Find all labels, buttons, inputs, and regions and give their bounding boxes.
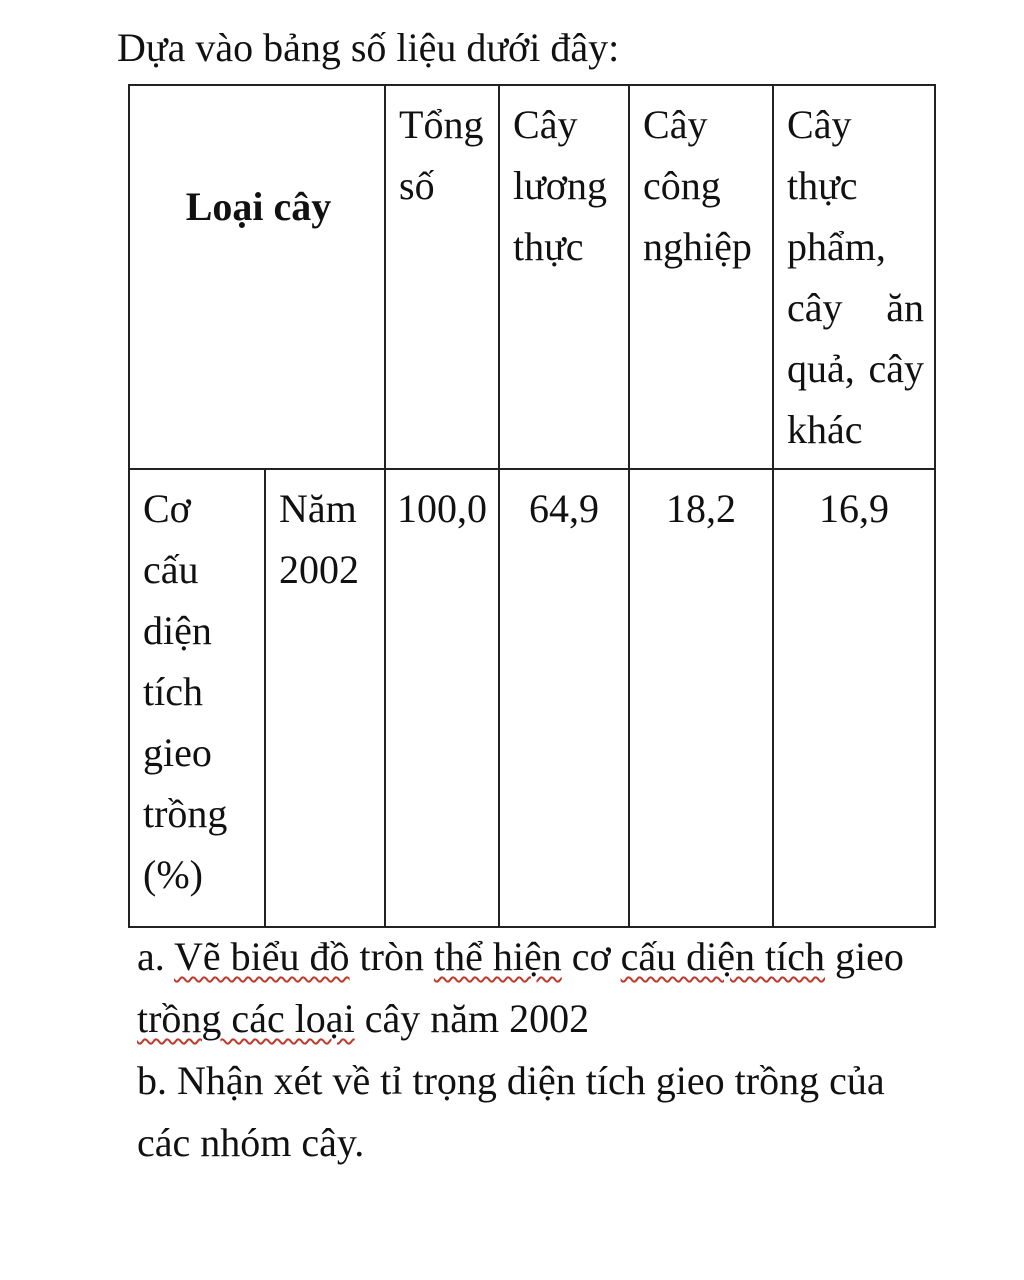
questions <box>117 926 937 1174</box>
cell-food-crops-value: 64,9 <box>529 486 600 531</box>
row-category <box>129 469 265 927</box>
row-year-label: Năm 2002 <box>279 486 359 592</box>
spellcheck-span: Vẽ biểu đồ <box>174 934 350 979</box>
question-b: b. Nhận xét về tỉ trọng diện tích gieo trồng của các nhóm cây. <box>137 1058 885 1165</box>
question-a-prefix: a. <box>137 934 175 979</box>
header-industrial-crops-label: Cây công nghiệp <box>643 102 752 269</box>
cell-other-crops-value: 16,9 <box>819 486 890 531</box>
question-a-text: tròn <box>349 934 434 979</box>
row-year <box>265 469 385 927</box>
question-a <box>117 926 937 1050</box>
question-a-text: cơ <box>561 934 621 979</box>
header-crop-type-label: Loại cây <box>185 183 332 229</box>
row-category-label: Cơ cấu diện tích gieo trồng (%) <box>143 486 228 897</box>
crop-area-table <box>128 84 936 928</box>
cell-food-crops <box>499 469 629 927</box>
cell-industrial-crops <box>629 469 773 927</box>
header-industrial-crops <box>629 85 773 469</box>
table-row <box>129 469 935 927</box>
header-total-label: Tổng số <box>399 102 484 208</box>
header-other-crops <box>773 85 935 469</box>
header-other-crops-label: Cây thực phẩm, cây ăn quả, cây khác <box>787 102 925 452</box>
question-a-suffix: cây năm 2002 <box>354 996 590 1041</box>
spellcheck-span: cấu diện tích <box>620 934 825 979</box>
spellcheck-span: trồng các loại <box>137 996 355 1041</box>
cell-other-crops <box>773 469 935 927</box>
table-header-row <box>129 85 935 469</box>
header-total <box>385 85 499 469</box>
cell-total-value: 100,0 <box>397 486 488 531</box>
header-food-crops-label: Cây lương thực <box>513 102 607 269</box>
spellcheck-span: thể hiện <box>433 934 562 979</box>
intro-text: Dựa vào bảng số liệu dưới đây: <box>117 25 620 70</box>
cell-industrial-crops-value: 18,2 <box>666 486 737 531</box>
header-crop-type <box>129 85 385 469</box>
question-a-text: gieo <box>824 934 904 979</box>
header-food-crops <box>499 85 629 469</box>
cell-total <box>385 469 499 927</box>
